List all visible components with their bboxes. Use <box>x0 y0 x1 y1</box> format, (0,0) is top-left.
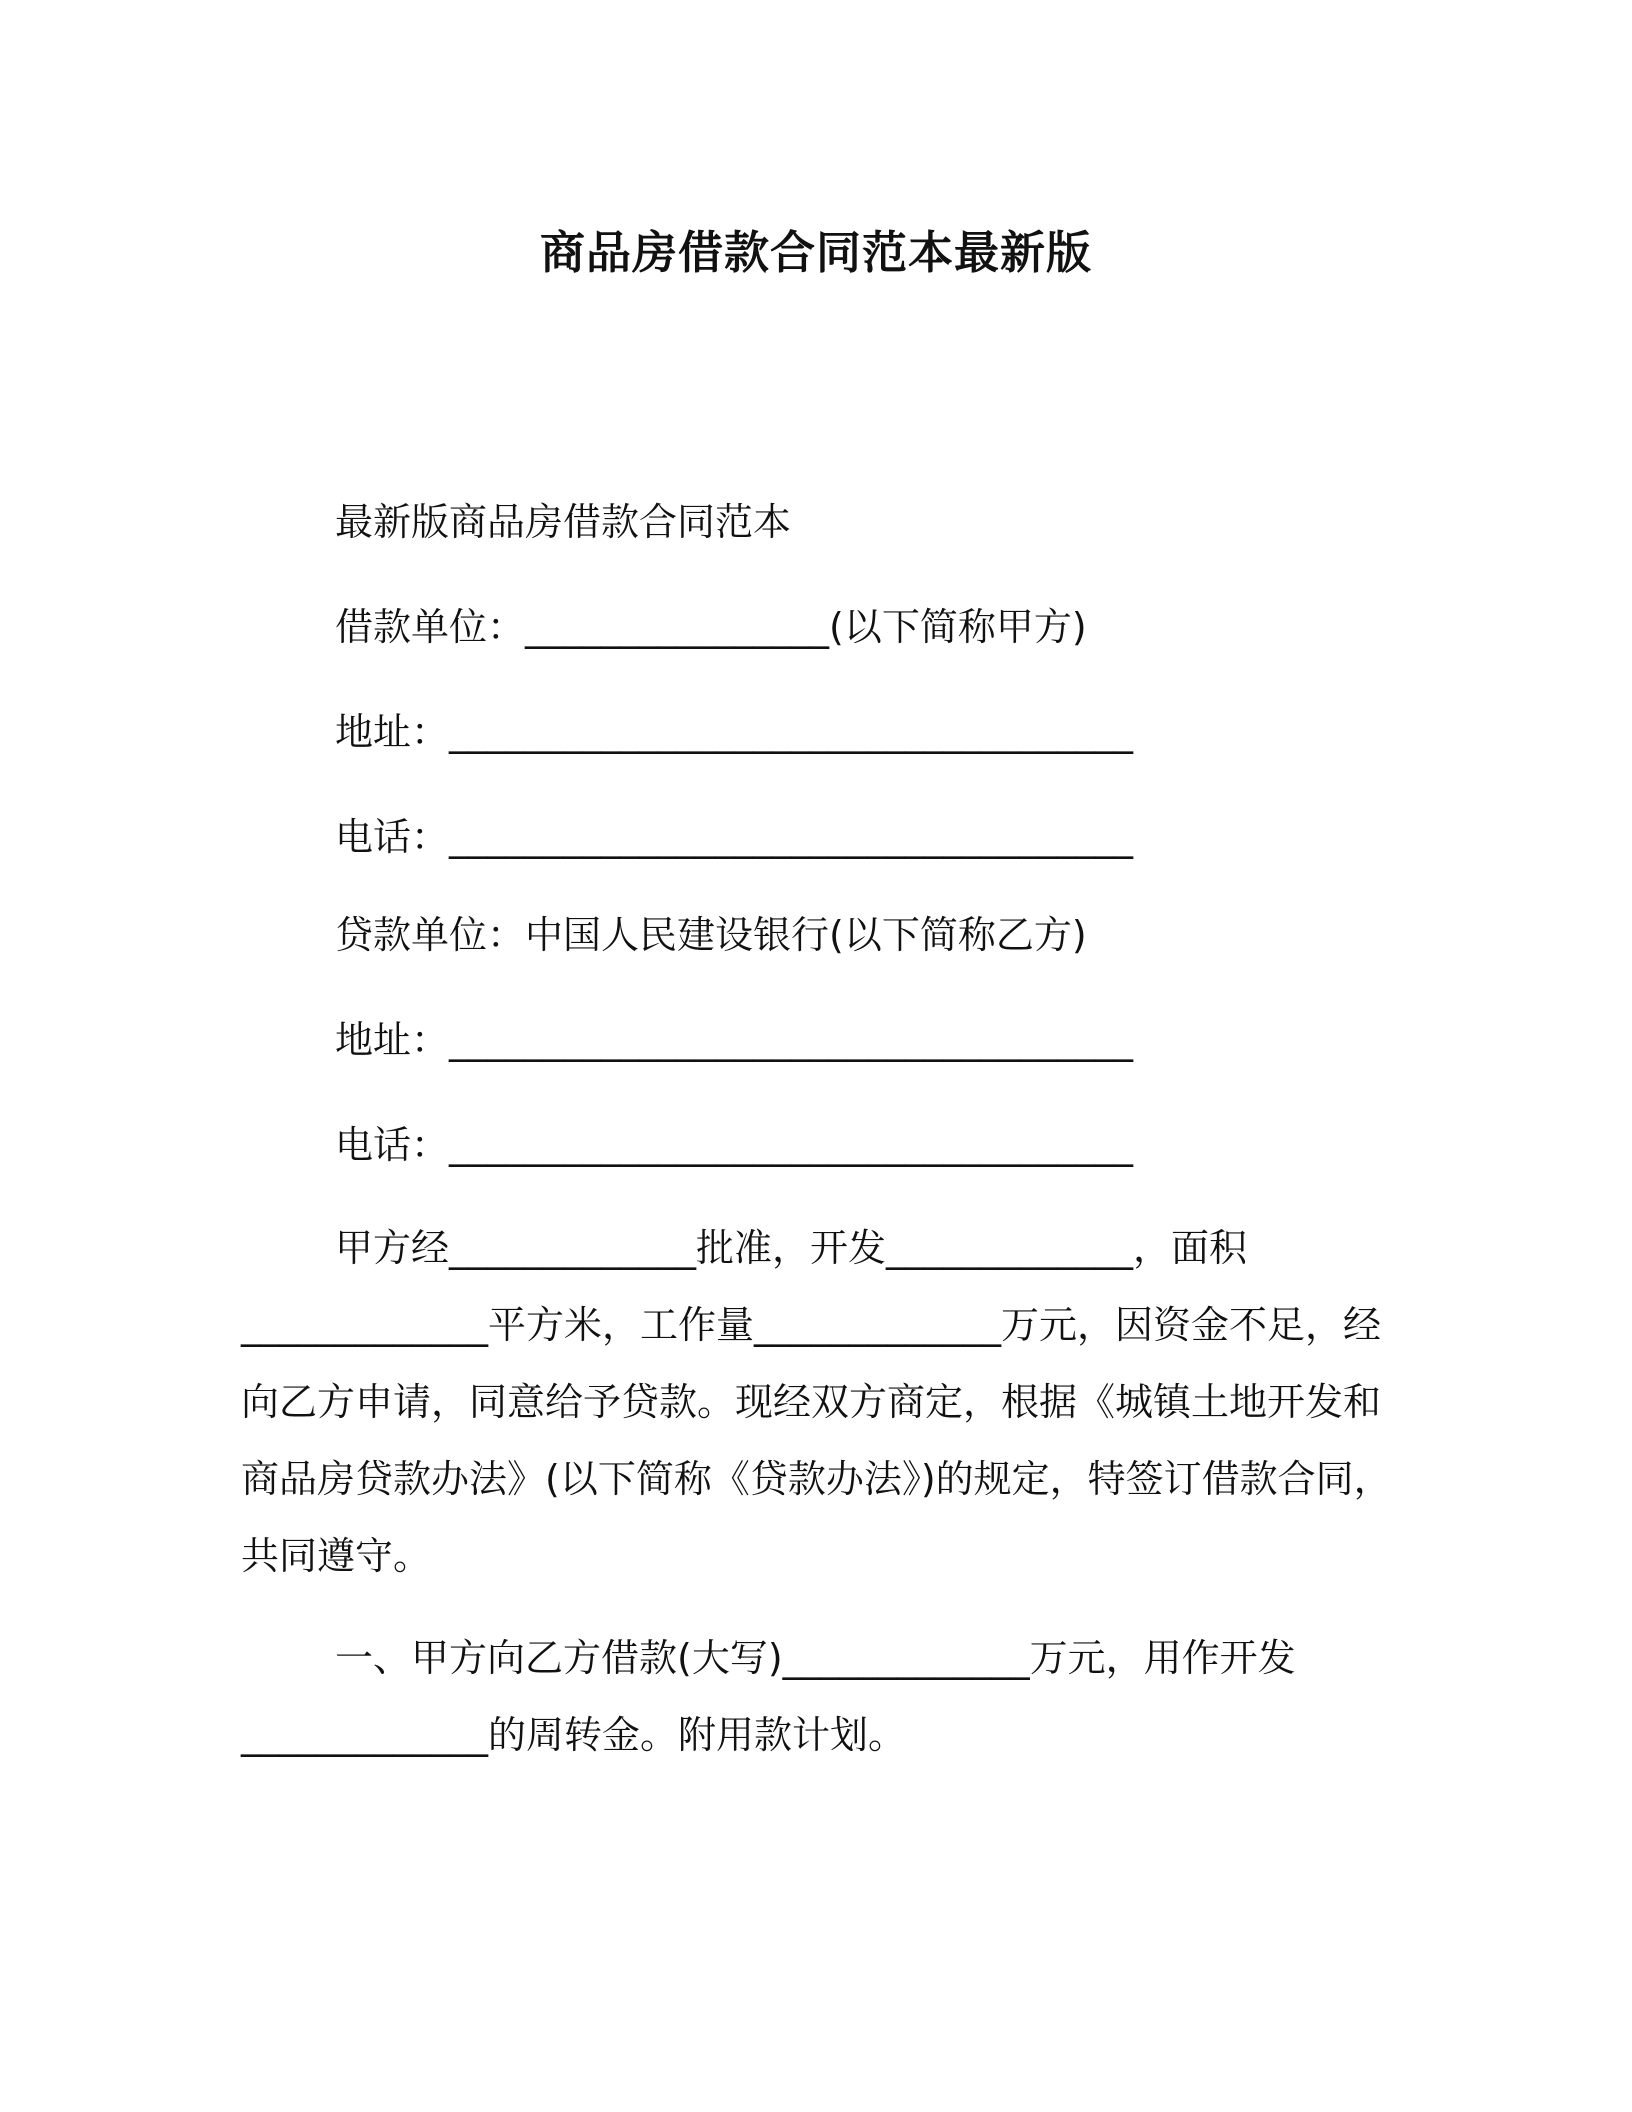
borrower-phone-line: 电话：____________________________________ <box>335 815 1134 859</box>
borrower-address-line: 地址：____________________________________ <box>335 710 1134 754</box>
contract-subtitle: 最新版商品房借款合同范本 <box>335 500 792 544</box>
lender-phone-line: 电话：____________________________________ <box>335 1123 1134 1167</box>
lender-line: 贷款单位：中国人民建设银行(以下简称乙方) <box>335 913 1087 957</box>
preamble-line: 商品房贷款办法》(以下简称《贷款办法》)的规定，特签订借款合同， <box>241 1457 1392 1501</box>
preamble-line: _____________平方米，工作量_____________万元，因资金不足，经 <box>241 1303 1382 1347</box>
clause-line: 一、甲方向乙方借款(大写)_____________万元，用作开发 <box>335 1636 1296 1680</box>
borrower-line: 借款单位：________________(以下简称甲方) <box>335 605 1087 649</box>
preamble-line: 甲方经_____________批准，开发_____________，面积 <box>335 1226 1248 1270</box>
preamble-line: 向乙方申请，同意给予贷款。现经双方商定，根据《城镇土地开发和 <box>241 1380 1382 1424</box>
clause-line: _____________的周转金。附用款计划。 <box>241 1713 907 1757</box>
document-title: 商品房借款合同范本最新版 <box>539 226 1092 279</box>
preamble-paragraph <box>241 1210 1392 1595</box>
clause-1-paragraph <box>241 1620 1381 1774</box>
preamble-line: 共同遵守。 <box>241 1534 432 1578</box>
lender-address-line: 地址：____________________________________ <box>335 1018 1134 1062</box>
